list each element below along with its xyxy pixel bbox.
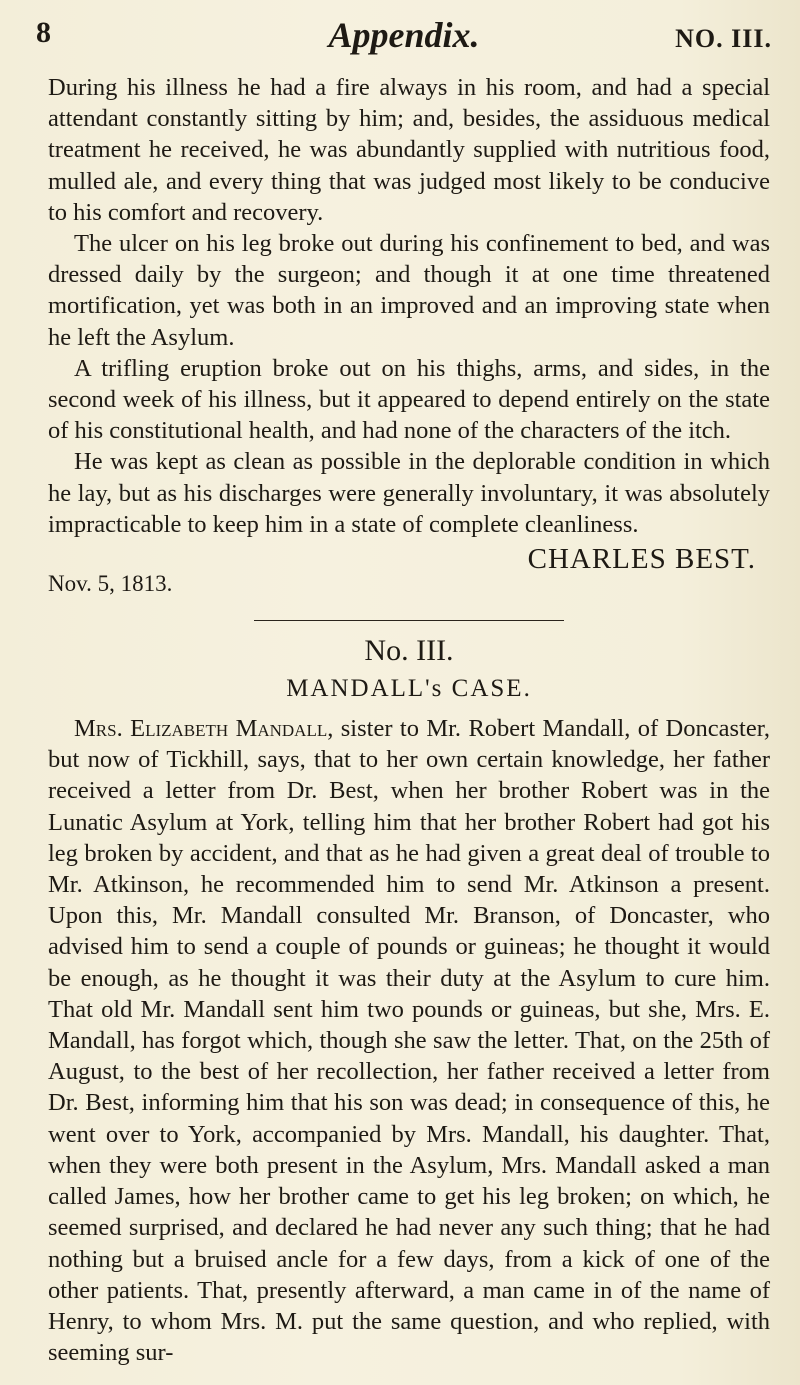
section-divider	[254, 620, 564, 621]
paragraph: The ulcer on his leg broke out during his confinement to bed, and was dressed daily by the surgeon; and though it at one time threatened mortification, yet was both in an improved and an improving state when he left the Asylum.	[48, 230, 770, 351]
paragraph: He was kept as clean as possible in the deplorable condition in which he lay, but as his discharges were generally involuntary, it was absolutely impracticable to keep him in a state of complete cleanliness.	[48, 448, 770, 538]
body-text	[48, 72, 770, 1368]
section-title: MANDALL's CASE.	[286, 675, 532, 703]
section-number: No. III.	[364, 634, 454, 668]
issue-label: NO. III.	[675, 24, 772, 53]
running-head: Appendix.	[328, 15, 480, 55]
paragraph: During his illness he had a fire always in his room, and had a special attendant constantly sitting by him; and, besides, the assiduous medical treatment he received, he was abundantly supplied with nutritious food, mulled ale, and every thing that was judged most likely to be conducive to his comfort and recovery.	[48, 74, 770, 226]
case-text: , sister to Mr. Robert Mandall, of Doncaster, but now of Tickhill, says, that to her own certain knowledge, her father received a letter from Dr. Best, when her brother Robert was in the Lunatic Asylum at York, telling him that her brother Robert had got his leg broken by accident, and that as he had given a great deal of trouble to Mr. Atkinson, he recommended him to send Mr. Atkinson a present. Upon this, Mr. Mandall consulted Mr. Branson, of Doncaster, who advised him to send a couple of pounds or guineas; he thought it would be enough, as he thought it was their duty at the Asylum to cure him. That old Mr. Mandall sent him two pounds or guineas, but she, Mrs. E. Mandall, has forgot which, though she saw the letter. That, on the 25th of August, to the best of her recollection, her father received a letter from Dr. Best, informing him that his son was dead; in consequence of this, he went over to York, accompanied by Mrs. Mandall, his daughter. That, when they were both present in the Asylum, Mrs. Mandall asked a man called James, how her brother came to get his leg broken; on which, he seemed surprised, and declared he had never any such thing; that he had nothing but a bruised ancle for a few days, from a kick of one of the other patients. That, presently afterward, a man came in of the name of Henry, to whom Mrs. M. put the same question, and who replied, with seeming sur-	[48, 715, 771, 1367]
case-subject-name: Mrs. Elizabeth Mandall	[74, 715, 328, 743]
letter-date: Nov. 5, 1813.	[48, 571, 173, 597]
signature: CHARLES BEST.	[527, 543, 756, 576]
page-header	[36, 12, 772, 60]
page-number: 8	[36, 16, 51, 49]
case-paragraph	[48, 713, 770, 1368]
paragraph: A trifling eruption broke out on his thighs, arms, and sides, in the second week of his illness, but it appeared to depend entirely on the state of his constitutional health, and had none of the characters of the itch.	[48, 354, 770, 445]
